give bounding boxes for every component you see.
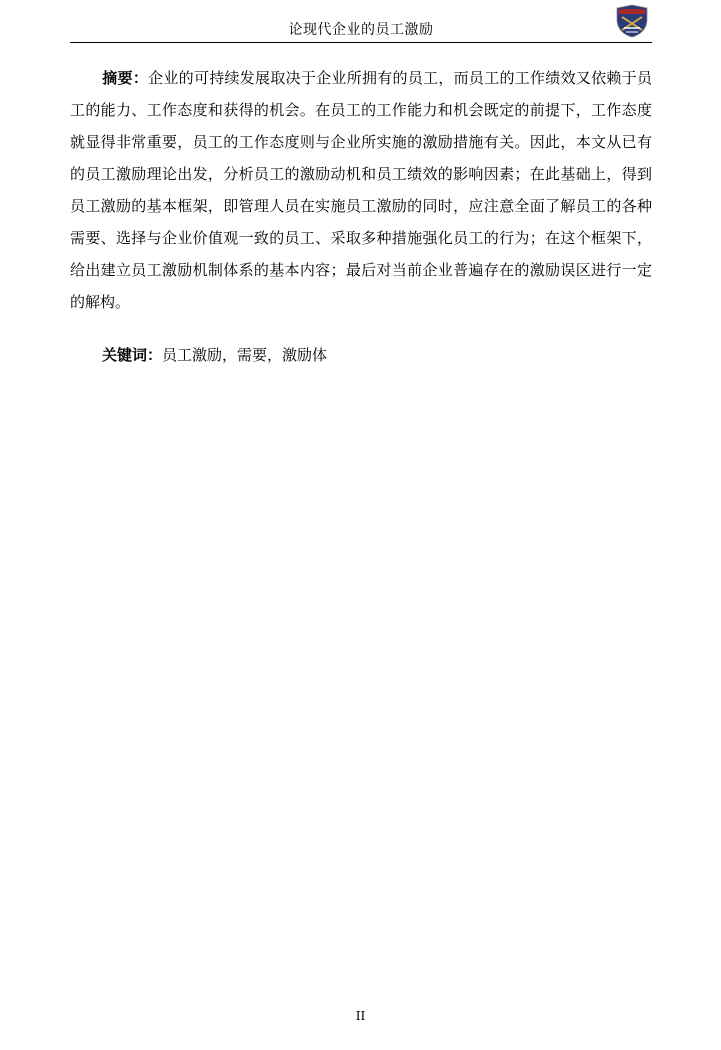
keywords-line [70, 340, 652, 370]
abstract-label: 摘要： [102, 69, 149, 87]
keywords-text: 员工激励，需要，激励体 [162, 346, 328, 364]
abstract-text: 企业的可持续发展取决于企业所拥有的员工，而员工的工作绩效又依赖于员工的能力、工作态度和获得的机会。在员工的工作能力和机会既定的前提下，工作态度就显得非常重要，员工的工作态度则与企业所实施的激励措施有关。因此，本文从已有的员工激励理论出发，分析员工的激励动机和员工绩效的影响因素；在此基础上，得到员工激励的基本框架，即管理人员在实施员工激励的同时，应注意全面了解员工的各种需要、选择与企业价值观一致的员工、采取多种措施强化员工的行为；在这个框架下，给出建立员工激励机制体系的基本内容；最后对当前企业普遍存在的激励误区进行一定的解构。 [70, 69, 652, 311]
page-number: II [355, 1009, 366, 1023]
keywords-label: 关键词： [102, 346, 163, 364]
university-crest-logo [614, 4, 650, 38]
page-header [70, 0, 652, 43]
abstract-paragraph [70, 62, 652, 318]
header-title: 论现代企业的员工激励 [288, 22, 434, 38]
